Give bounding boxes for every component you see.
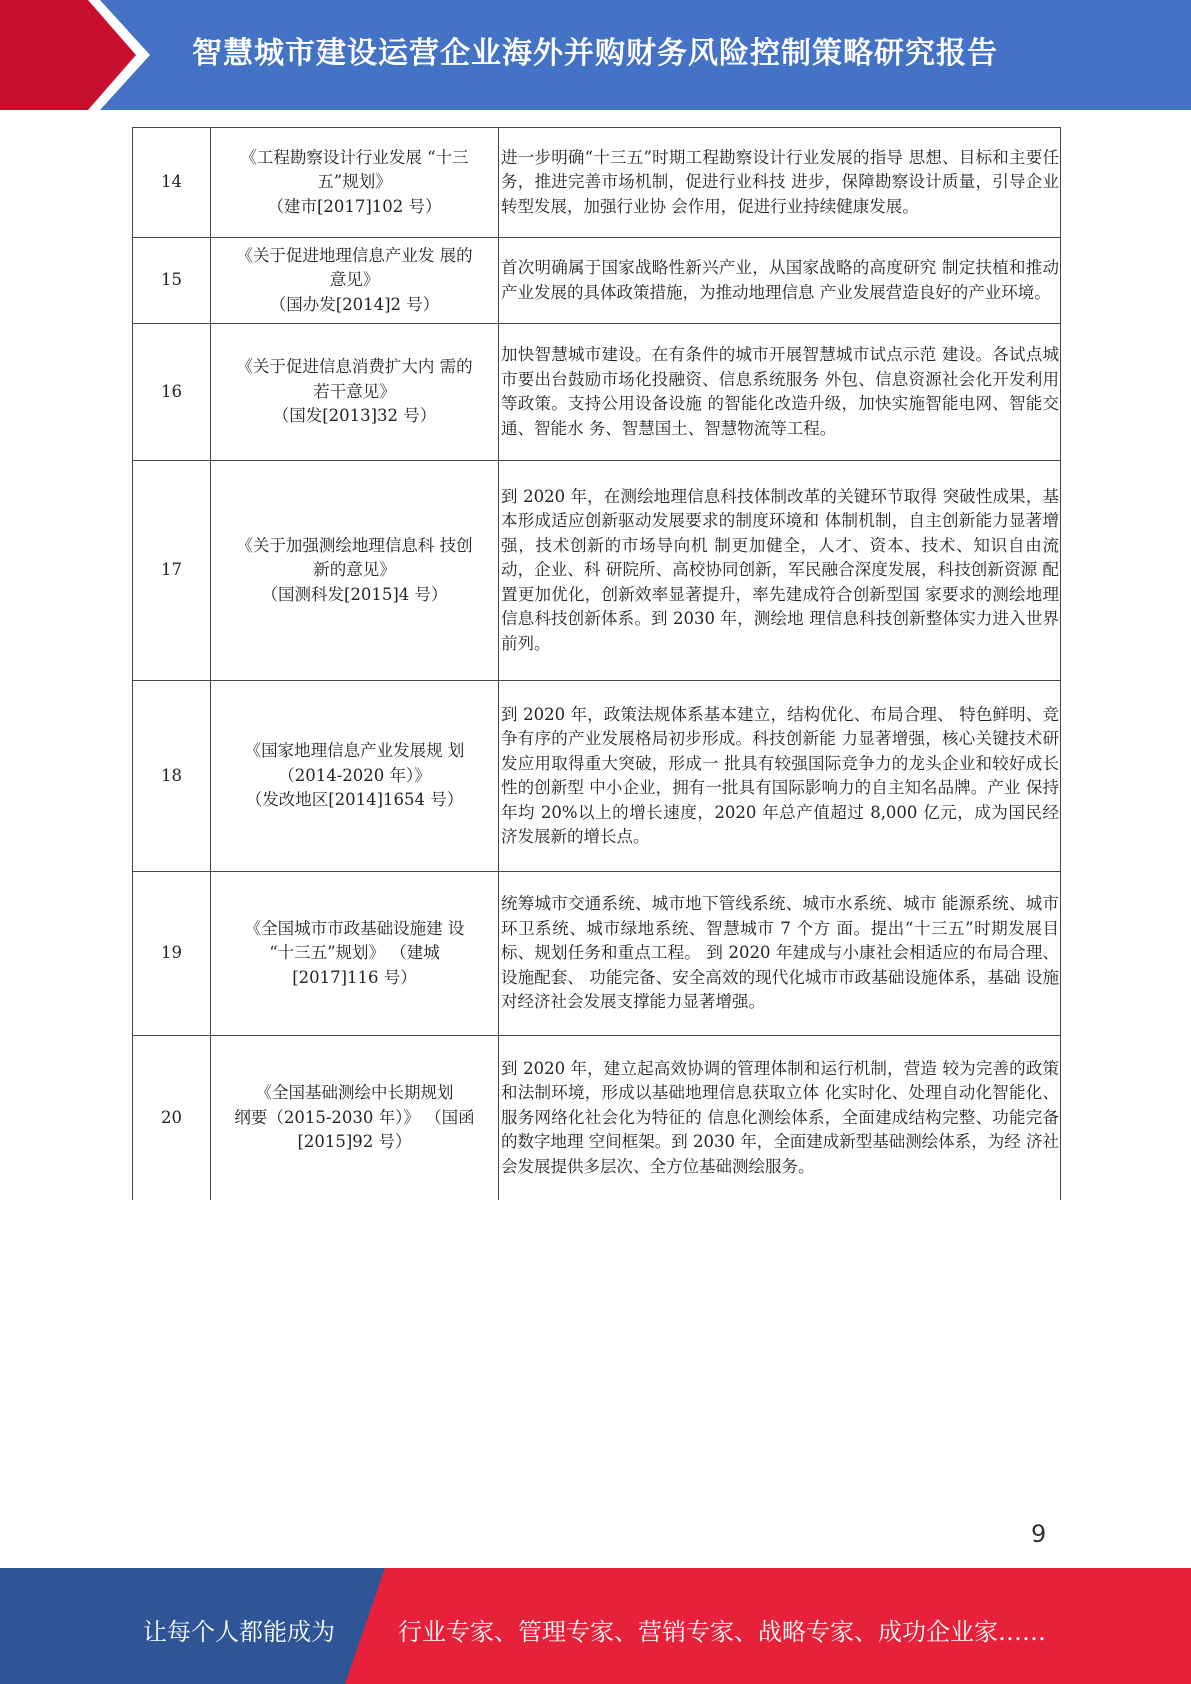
page-header: [0, 0, 1191, 110]
table-row: [133, 324, 1061, 461]
policy-description: 首次明确属于国家战略性新兴产业，从国家战略的高度研究 制定扶植和推动产业发展的具体政策措施，为推动地理信息 产业发展营造良好的产业环境。: [499, 238, 1061, 324]
policy-description: 加快智慧城市建设。在有条件的城市开展智慧城市试点示范 建设。各试点城市要出台鼓励市场化投融资、信息系统服务 外包、信息资源社会化开发利用等政策。支持公用设备设施 的智能化改造升级，加快实施智能电网、智能交通、智能水 务、智慧国土、智慧物流等工程。: [499, 324, 1061, 461]
table-row: [133, 872, 1061, 1036]
policy-document: 《全国基础测绘中长期规划 纲要（2015-2030 年）》 （国函 [2015]92 号）: [211, 1036, 499, 1200]
table-row: [133, 681, 1061, 872]
policy-document: 《关于促进信息消费扩大内 需的 若干意见》 （国发[2013]32 号）: [211, 324, 499, 461]
table-row: [133, 461, 1061, 681]
footer-slogan-left: 让每个人都能成为: [143, 1618, 335, 1646]
page-footer: [0, 1568, 1191, 1684]
policy-document: 《工程勘察设计行业发展 “十三 五”规划》 （建市[2017]102 号）: [211, 128, 499, 238]
row-number: 20: [133, 1036, 211, 1200]
row-number: 14: [133, 128, 211, 238]
table-row: [133, 1036, 1061, 1200]
row-number: 18: [133, 681, 211, 872]
row-number: 16: [133, 324, 211, 461]
policy-description: 进一步明确“十三五”时期工程勘察设计行业发展的指导 思想、目标和主要任务，推进完善市场机制，促进行业科技 进步，保障勘察设计质量，引导企业转型发展，加强行业协 会作用，促进行业持续健康发展。: [499, 128, 1061, 238]
policy-document: 《全国城市市政基础设施建 设 “十三五”规划》 （建城 [2017]116 号）: [211, 872, 499, 1036]
policy-table: [132, 127, 1061, 1200]
policy-document: 《关于加强测绘地理信息科 技创 新的意见》 （国测科发[2015]4 号）: [211, 461, 499, 681]
footer-slogan-right: 行业专家、管理专家、营销专家、战略专家、成功企业家……: [398, 1618, 1046, 1646]
policy-description: 到 2020 年，政策法规体系基本建立，结构优化、布局合理、 特色鲜明、竞争有序的产业发展格局初步形成。科技创新能 力显著增强，核心关键技术研发应用取得重大突破，形成一 批具有较强国际竞争力的龙头企业和较好成长性的创新型 中小企业，拥有一批具有国际影响力的自主知名品牌。产业 保持年均 20%以上的增长速度，2020 年总产值超过 8,000 亿元，成为国民经济发展新的增长点。: [499, 681, 1061, 872]
policy-document: 《国家地理信息产业发展规 划 （2014-2020 年）》 （发改地区[2014]1654 号）: [211, 681, 499, 872]
row-number: 15: [133, 238, 211, 324]
document-title: 智慧城市建设运营企业海外并购财务风险控制策略研究报告: [192, 36, 998, 71]
table-row: [133, 238, 1061, 324]
page-number: 9: [1031, 1520, 1047, 1548]
policy-document: 《关于促进地理信息产业发 展的 意见》 （国办发[2014]2 号）: [211, 238, 499, 324]
table-row: [133, 128, 1061, 238]
row-number: 19: [133, 872, 211, 1036]
policy-description: 到 2020 年，建立起高效协调的管理体制和运行机制，营造 较为完善的政策和法制环境，形成以基础地理信息获取立体 化实时化、处理自动化智能化、服务网络化社会化为特征的 信息化测绘体系，全面建成结构完整、功能完备的数字地理 空间框架。到 2030 年，全面建成新型基础测绘体系，为经 济社会发展提供多层次、全方位基础测绘服务。: [499, 1036, 1061, 1200]
policy-description: 统筹城市交通系统、城市地下管线系统、城市水系统、城市 能源系统、城市环卫系统、城市绿地系统、智慧城市 7 个方 面。提出“十三五”时期发展目标、规划任务和重点工程。 到 2020 年建成与小康社会相适应的布局合理、设施配套、 功能完备、安全高效的现代化城市市政基础设施体系，基础 设施对经济社会发展支撑能力显著增强。: [499, 872, 1061, 1036]
policy-description: 到 2020 年，在测绘地理信息科技体制改革的关键环节取得 突破性成果，基本形成适应创新驱动发展要求的制度环境和 体制机制，自主创新能力显著增强，技术创新的市场导向机 制更加健全，人才、资本、技术、知识自由流动，企业、科 研院所、高校协同创新，军民融合深度发展，科技创新资源 配置更加优化，创新效率显著提升，率先建成符合创新型国 家要求的测绘地理信息科技创新体系。到 2030 年，测绘地 理信息科技创新整体实力进入世界前列。: [499, 461, 1061, 681]
row-number: 17: [133, 461, 211, 681]
